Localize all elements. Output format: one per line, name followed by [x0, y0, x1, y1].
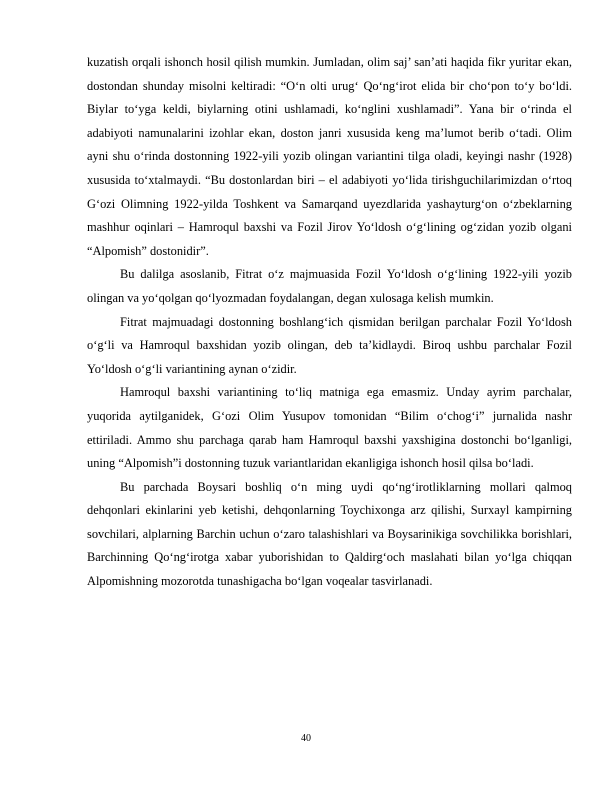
paragraph: Bu dalilga asoslanib, Fitrat o‘z majmuasida Fozil Yo‘ldosh o‘g‘lining 1922-yili yozib olingan va yo‘qolgan qo‘lyozmadan foydalangan, degan xulosaga kelish mumkin.	[87, 267, 572, 305]
paragraph: Hamroqul baxshi variantining to‘liq matniga ega emasmiz. Unday ayrim parchalar, yuqorida aytilganidek, G‘ozi Olim Yusupov tomonidan “Bilim o‘chog‘i” jurnalida nashr ettiriladi. Ammo shu parchaga qarab ham Hamroqul baxshi yaxshigina dostonchi bo‘lganligi, uning “Alpomish”i dostonning tuzuk variantlaridan ekanligiga ishonch hosil qilsa bo‘ladi.	[87, 385, 572, 471]
paragraph: Fitrat majmuadagi dostonning boshlang‘ich qismidan berilgan parchalar Fozil Yo‘ldosh o‘g‘li va Hamroqul baxshidan yozib olingan, deb ta’kidlaydi. Biroq ushbu parchalar Fozil Yo‘ldosh o‘g‘li variantining aynan o‘zidir.	[87, 314, 572, 376]
page-number: 40	[301, 733, 311, 744]
page-body	[87, 51, 572, 594]
paragraph: Bu parchada Boysari boshliq o‘n ming uydi qo‘ng‘irotliklarning mollari qalmoq dehqonlari ekinlarini yeb ketishi, dehqonlarning Toychixonga arz qilishi, Surxayl kampirning sovchilari, alplarning Barchin uchun o‘zaro talashishlari va Boysarinikiga sovchilikka borishlari, Barchinning Qo‘ng‘irotga xabar yuborishidan to Qaldirg‘och maslahati bilan yo‘lga chiqqan Alpomishning mozorotda tunashigacha bo‘lgan voqealar tasvirlanadi.	[87, 479, 572, 589]
paragraph-continuation: kuzatish orqali ishonch hosil qilish mumkin. Jumladan, olim saj’ san’ati haqida fikr yuritar ekan, dostondan shunday misolni keltiradi: “O‘n olti urug‘ Qo‘ng‘irot elida bir cho‘pon to‘y bo‘ldi. Biylar to‘yga keldi, biylarning otini ushlamadi, ko‘nglini xushlamadi”. Yana bir o‘rinda el adabiyoti namunalarini izohlar ekan, doston janri xususida keng ma’lumot berib o‘tadi. Olim ayni shu o‘rinda dostonning 1922-yili yozib olingan variantini tilga oladi, keyingi nashr (1928) xususida to‘xtalmaydi. “Bu dostonlardan biri – el adabiyoti yo‘lida tirishguchilarimizdan o‘rtoq G‘ozi Olimning 1922-yilda Toshkent va Samarqand uyezdlarida yashayturg‘on o‘zbeklarning mashhur oqinlari – Hamroqul baxshi va Fozil Jirov Yo‘ldosh o‘g‘lining og‘zidan yozib olgani “Alpomish” dostonidir”.	[87, 55, 572, 258]
